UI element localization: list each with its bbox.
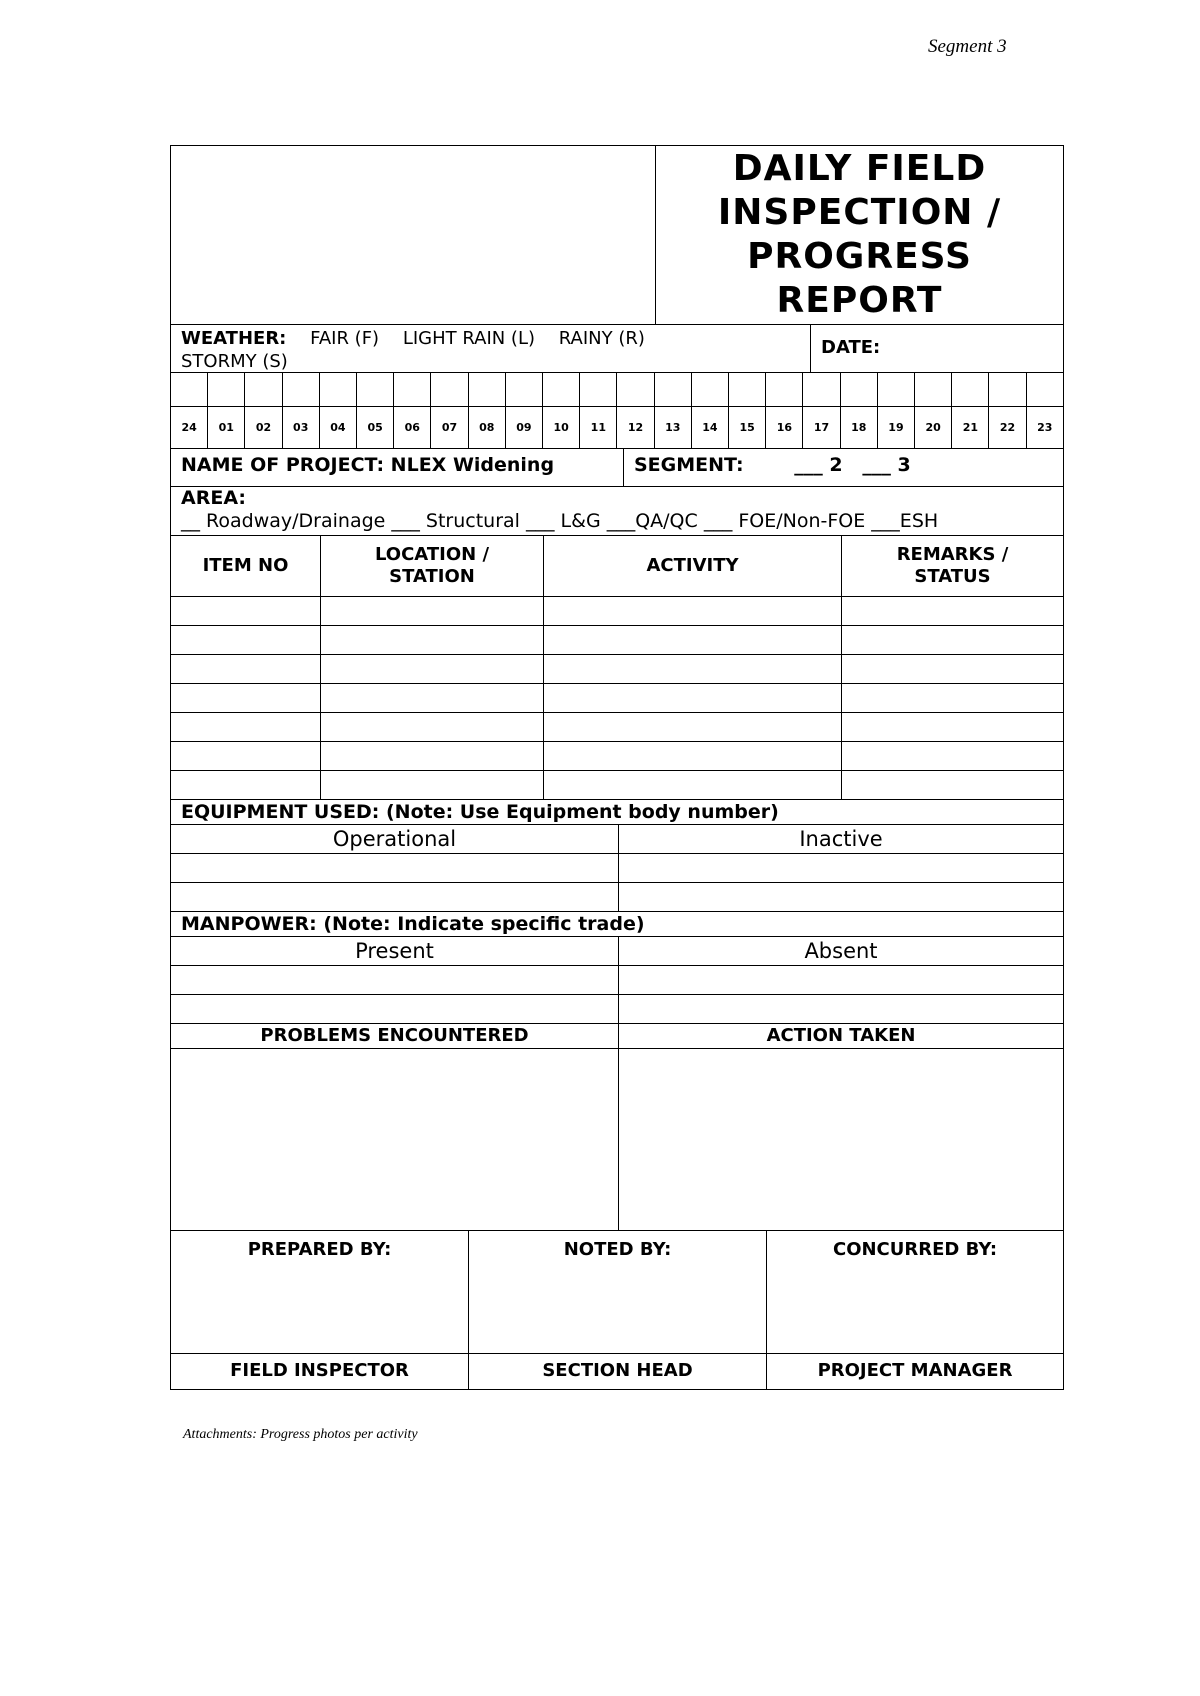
hour-label: 09: [506, 407, 543, 448]
manpower-entry-row: [171, 995, 1063, 1024]
manpower-present-field[interactable]: [171, 995, 619, 1023]
noted-by-label: NOTED BY:: [563, 1239, 672, 1260]
table-cell[interactable]: [321, 742, 544, 770]
segment-header-label: Segment 3: [928, 36, 1007, 57]
hour-mark-cell[interactable]: [245, 373, 282, 406]
hour-mark-cell[interactable]: [469, 373, 506, 406]
table-cell[interactable]: [842, 655, 1063, 683]
area-options[interactable]: __ Roadway/Drainage ___ Structural ___ L&G ___QA/QC ___ FOE/Non-FOE ___ESH: [181, 510, 939, 532]
hour-mark-cell[interactable]: [357, 373, 394, 406]
noted-by-field[interactable]: [469, 1231, 767, 1353]
hour-label: 17: [803, 407, 840, 448]
title-row: [171, 146, 1063, 325]
problems-encountered-field[interactable]: [171, 1049, 619, 1230]
table-cell[interactable]: [544, 713, 842, 741]
table-cell[interactable]: [842, 597, 1063, 625]
weather-field[interactable]: [171, 325, 811, 372]
hour-mark-cell[interactable]: [171, 373, 208, 406]
hour-mark-cell[interactable]: [1027, 373, 1063, 406]
segment-option-2[interactable]: ___ 2: [794, 454, 843, 476]
hour-mark-cell[interactable]: [543, 373, 580, 406]
hour-mark-cell[interactable]: [394, 373, 431, 406]
hour-mark-cell[interactable]: [766, 373, 803, 406]
table-cell[interactable]: [321, 626, 544, 654]
hour-mark-cell[interactable]: [431, 373, 468, 406]
equipment-subheader: [171, 825, 1063, 854]
table-cell[interactable]: [544, 742, 842, 770]
project-row: [171, 449, 1063, 487]
table-cell[interactable]: [842, 626, 1063, 654]
hour-mark-cell[interactable]: [915, 373, 952, 406]
hour-mark-cell[interactable]: [580, 373, 617, 406]
hour-label: 12: [617, 407, 654, 448]
hour-label: 06: [394, 407, 431, 448]
inspection-form: [170, 145, 1064, 1390]
manpower-absent-header: Absent: [804, 939, 878, 963]
hour-label: 13: [655, 407, 692, 448]
prepared-by-label: PREPARED BY:: [247, 1239, 392, 1260]
hour-label: 23: [1037, 421, 1053, 434]
table-cell[interactable]: [321, 771, 544, 799]
hour-label: 15: [729, 407, 766, 448]
hour-mark-cell[interactable]: [506, 373, 543, 406]
hour-label: 16: [766, 407, 803, 448]
hour-label: 05: [357, 407, 394, 448]
table-row: [171, 742, 1063, 771]
weather-label: WEATHER:: [181, 328, 287, 349]
weather-row: [171, 325, 1063, 373]
hour-label: 19: [878, 407, 915, 448]
table-cell[interactable]: [321, 713, 544, 741]
hour-label: 21: [952, 407, 989, 448]
table-cell[interactable]: [171, 655, 321, 683]
hour-label: 18: [841, 407, 878, 448]
date-label: DATE:: [821, 337, 881, 358]
problems-header-row: [171, 1024, 1063, 1049]
hour-mark-cell[interactable]: [655, 373, 692, 406]
hour-mark-cell[interactable]: [692, 373, 729, 406]
segment-option-3[interactable]: ___ 3: [862, 454, 911, 476]
table-cell[interactable]: [544, 597, 842, 625]
table-cell[interactable]: [321, 597, 544, 625]
hour-label: 14: [692, 407, 729, 448]
table-cell[interactable]: [171, 597, 321, 625]
hour-label: 22: [989, 407, 1026, 448]
table-cell[interactable]: [842, 771, 1063, 799]
problems-body-row: [171, 1049, 1063, 1231]
manpower-label: MANPOWER: (Note: Indicate specific trade): [171, 912, 1063, 937]
action-taken-header: ACTION TAKEN: [766, 1025, 916, 1046]
field-inspector-label: FIELD INSPECTOR: [171, 1354, 469, 1389]
attachments-note: Attachments: Progress photos per activity: [183, 1427, 418, 1442]
concurred-by-field[interactable]: [767, 1231, 1063, 1353]
equipment-entry-row: [171, 854, 1063, 883]
manpower-subheader: [171, 937, 1063, 966]
form-title: DAILY FIELD INSPECTION / PROGRESS REPORT: [717, 148, 1002, 321]
hour-label: 08: [469, 407, 506, 448]
table-row: [171, 597, 1063, 626]
table-cell[interactable]: [842, 713, 1063, 741]
table-cell[interactable]: [171, 626, 321, 654]
hour-label: 04: [320, 407, 357, 448]
hour-mark-cell[interactable]: [208, 373, 245, 406]
equipment-label: EQUIPMENT USED: (Note: Use Equipment body number): [171, 800, 1063, 825]
table-row: [171, 713, 1063, 742]
weather-option-stormy[interactable]: STORMY (S): [181, 351, 288, 372]
hour-label: 10: [543, 407, 580, 448]
table-cell[interactable]: [171, 771, 321, 799]
action-taken-field[interactable]: [619, 1049, 1063, 1230]
title-cell: [656, 146, 1063, 324]
manpower-entry-row: [171, 966, 1063, 995]
hour-mark-cell[interactable]: [729, 373, 766, 406]
hour-mark-cell[interactable]: [320, 373, 357, 406]
prepared-by-field[interactable]: [171, 1231, 469, 1353]
hours-label-row: [171, 407, 1063, 449]
hour-mark-cell[interactable]: [283, 373, 320, 406]
hour-mark-cell[interactable]: [878, 373, 915, 406]
header-remarks-status: REMARKS / STATUS: [896, 544, 1009, 587]
manpower-absent-field[interactable]: [619, 995, 1063, 1023]
table-cell[interactable]: [544, 626, 842, 654]
date-field[interactable]: [811, 325, 1063, 372]
section-head-label: SECTION HEAD: [469, 1354, 767, 1389]
header-location-station: LOCATION / STATION: [321, 536, 544, 596]
hour-mark-cell[interactable]: [952, 373, 989, 406]
logo-area: [171, 146, 656, 324]
hour-mark-cell[interactable]: [803, 373, 840, 406]
table-cell[interactable]: [544, 655, 842, 683]
equipment-inactive-field[interactable]: [619, 854, 1063, 882]
hour-mark-cell[interactable]: [617, 373, 654, 406]
hour-label: 02: [245, 407, 282, 448]
table-cell[interactable]: [842, 742, 1063, 770]
manpower-present-header: Present: [171, 937, 619, 965]
segment-label: SEGMENT:: [634, 454, 744, 476]
concurred-by-label: CONCURRED BY:: [832, 1239, 998, 1260]
hours-mark-row: [171, 373, 1063, 407]
area-label: AREA:: [181, 487, 246, 509]
table-row: [171, 684, 1063, 713]
equipment-inactive-field[interactable]: [619, 883, 1063, 911]
equipment-operational-field[interactable]: [171, 883, 619, 911]
equipment-inactive-header: Inactive: [799, 827, 883, 851]
weather-option-fair[interactable]: FAIR (F): [310, 328, 380, 349]
items-table-header: [171, 536, 1063, 597]
segment-field[interactable]: [624, 449, 1063, 486]
hour-label: 07: [431, 407, 468, 448]
table-cell[interactable]: [544, 684, 842, 712]
hour-mark-cell[interactable]: [989, 373, 1026, 406]
project-name-field: NAME OF PROJECT: NLEX Widening: [171, 449, 624, 486]
table-cell[interactable]: [321, 684, 544, 712]
table-cell[interactable]: [842, 684, 1063, 712]
hour-label: 03: [283, 407, 320, 448]
signature-role-row: [171, 1354, 1063, 1389]
table-row: [171, 655, 1063, 684]
manpower-absent-field[interactable]: [619, 966, 1063, 994]
table-cell[interactable]: [171, 684, 321, 712]
table-row: [171, 626, 1063, 655]
signature-row: [171, 1231, 1063, 1354]
equipment-entry-row: [171, 883, 1063, 912]
weather-option-light-rain[interactable]: LIGHT RAIN (L): [402, 328, 536, 349]
table-row: [171, 771, 1063, 800]
hour-mark-cell[interactable]: [841, 373, 878, 406]
hour-label: 24: [171, 407, 208, 448]
equipment-operational-field[interactable]: [171, 854, 619, 882]
area-row[interactable]: [171, 487, 1063, 536]
manpower-present-field[interactable]: [171, 966, 619, 994]
project-manager-label: PROJECT MANAGER: [817, 1360, 1013, 1381]
hour-label: 01: [208, 407, 245, 448]
hour-label: 11: [580, 407, 617, 448]
table-cell[interactable]: [171, 713, 321, 741]
equipment-operational-header: Operational: [171, 825, 619, 853]
table-cell[interactable]: [171, 742, 321, 770]
weather-option-rainy[interactable]: RAINY (R): [558, 328, 645, 349]
table-cell[interactable]: [544, 771, 842, 799]
table-cell[interactable]: [321, 655, 544, 683]
hour-label: 20: [915, 407, 952, 448]
header-activity: ACTIVITY: [544, 536, 842, 596]
header-item-no: ITEM NO: [171, 536, 321, 596]
problems-encountered-header: PROBLEMS ENCOUNTERED: [171, 1024, 619, 1048]
